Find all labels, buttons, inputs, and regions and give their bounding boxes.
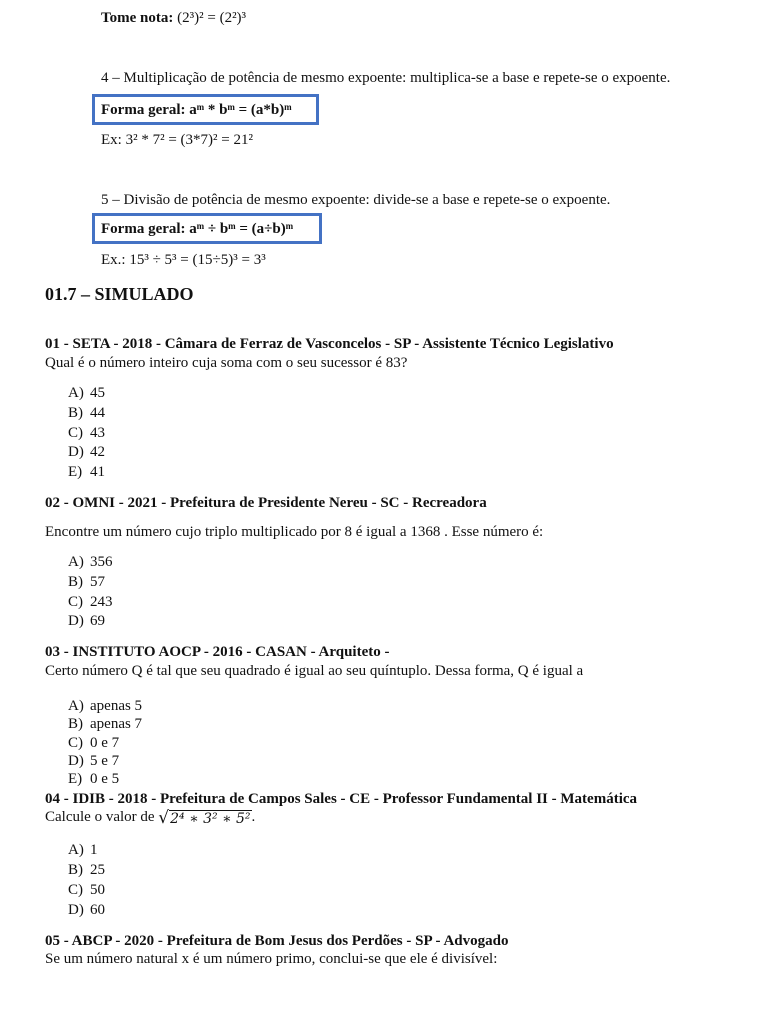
answer-option: A) 45 [68, 385, 105, 401]
answer-option: C) 0 e 7 [68, 735, 120, 751]
question-header: 05 - ABCP - 2020 - Prefeitura de Bom Jesus dos Perdões - SP - Advogado [45, 933, 509, 949]
question-statement: Encontre um número cujo triplo multiplicado por 8 é igual a 1368 . Esse número é: [45, 524, 544, 540]
square-root-expression: √2⁴ ∗ 3² ∗ 5² [158, 808, 251, 828]
answer-option: B) 44 [68, 405, 105, 421]
rule5-example: Ex.: 15³ ÷ 5³ = (15÷5)³ = 3³ [101, 252, 266, 268]
question-statement: Qual é o número inteiro cuja soma com o seu sucessor é 83? [45, 355, 408, 371]
answer-option: A) apenas 5 [68, 698, 143, 714]
rule4-formula: Forma geral: aᵐ * bᵐ = (a*b)ᵐ [101, 102, 292, 118]
section-title: 01.7 – SIMULADO [45, 284, 194, 304]
note-label: Tome nota: [101, 10, 174, 26]
rule4-text: 4 – Multiplicação de potência de mesmo expoente: multiplica-se a base e repete-se o expoente. [101, 70, 671, 86]
note-expression: (2³)² = (2²)³ [177, 10, 247, 26]
answer-option: E) 0 e 5 [68, 771, 120, 787]
answer-option: C) 43 [68, 425, 105, 441]
answer-option: C) 243 [68, 594, 113, 610]
note-line [101, 9, 246, 27]
question-header: 03 - INSTITUTO AOCP - 2016 - CASAN - Arquiteto - [45, 644, 390, 660]
question-statement: Certo número Q é tal que seu quadrado é igual ao seu quíntuplo. Dessa forma, Q é igual a [45, 663, 584, 679]
question-statement: Se um número natural x é um número primo, conclui-se que ele é divisível: [45, 951, 498, 967]
radical-sign-icon: √ [158, 808, 170, 828]
answer-option: B) 57 [68, 574, 105, 590]
question-header: 01 - SETA - 2018 - Câmara de Ferraz de Vasconcelos - SP - Assistente Técnico Legislativo [45, 336, 614, 352]
answer-option: B) apenas 7 [68, 716, 143, 732]
answer-option: D) 69 [68, 613, 105, 629]
answer-option: D) 5 e 7 [68, 753, 120, 769]
answer-option: D) 42 [68, 444, 105, 460]
answer-option: D) 60 [68, 902, 105, 918]
answer-option: A) 356 [68, 554, 113, 570]
answer-option: A) 1 [68, 842, 98, 858]
answer-option: B) 25 [68, 862, 105, 878]
rule4-formula-box [92, 94, 319, 125]
question-header: 02 - OMNI - 2021 - Prefeitura de Presidente Nereu - SC - Recreadora [45, 495, 487, 511]
answer-option: E) 41 [68, 464, 105, 480]
rule5-formula-box [92, 213, 322, 244]
question-header: 04 - IDIB - 2018 - Prefeitura de Campos Sales - CE - Professor Fundamental II - Matemática [45, 791, 638, 807]
question-statement: Calcule o valor de √2⁴ ∗ 3² ∗ 5². [45, 808, 256, 828]
rule5-formula: Forma geral: aᵐ ÷ bᵐ = (a÷b)ᵐ [101, 221, 294, 237]
answer-option: C) 50 [68, 882, 105, 898]
rule4-example: Ex: 3² * 7² = (3*7)² = 21² [101, 132, 253, 148]
rule5-text: 5 – Divisão de potência de mesmo expoente: divide-se a base e repete-se o expoente. [101, 192, 611, 208]
